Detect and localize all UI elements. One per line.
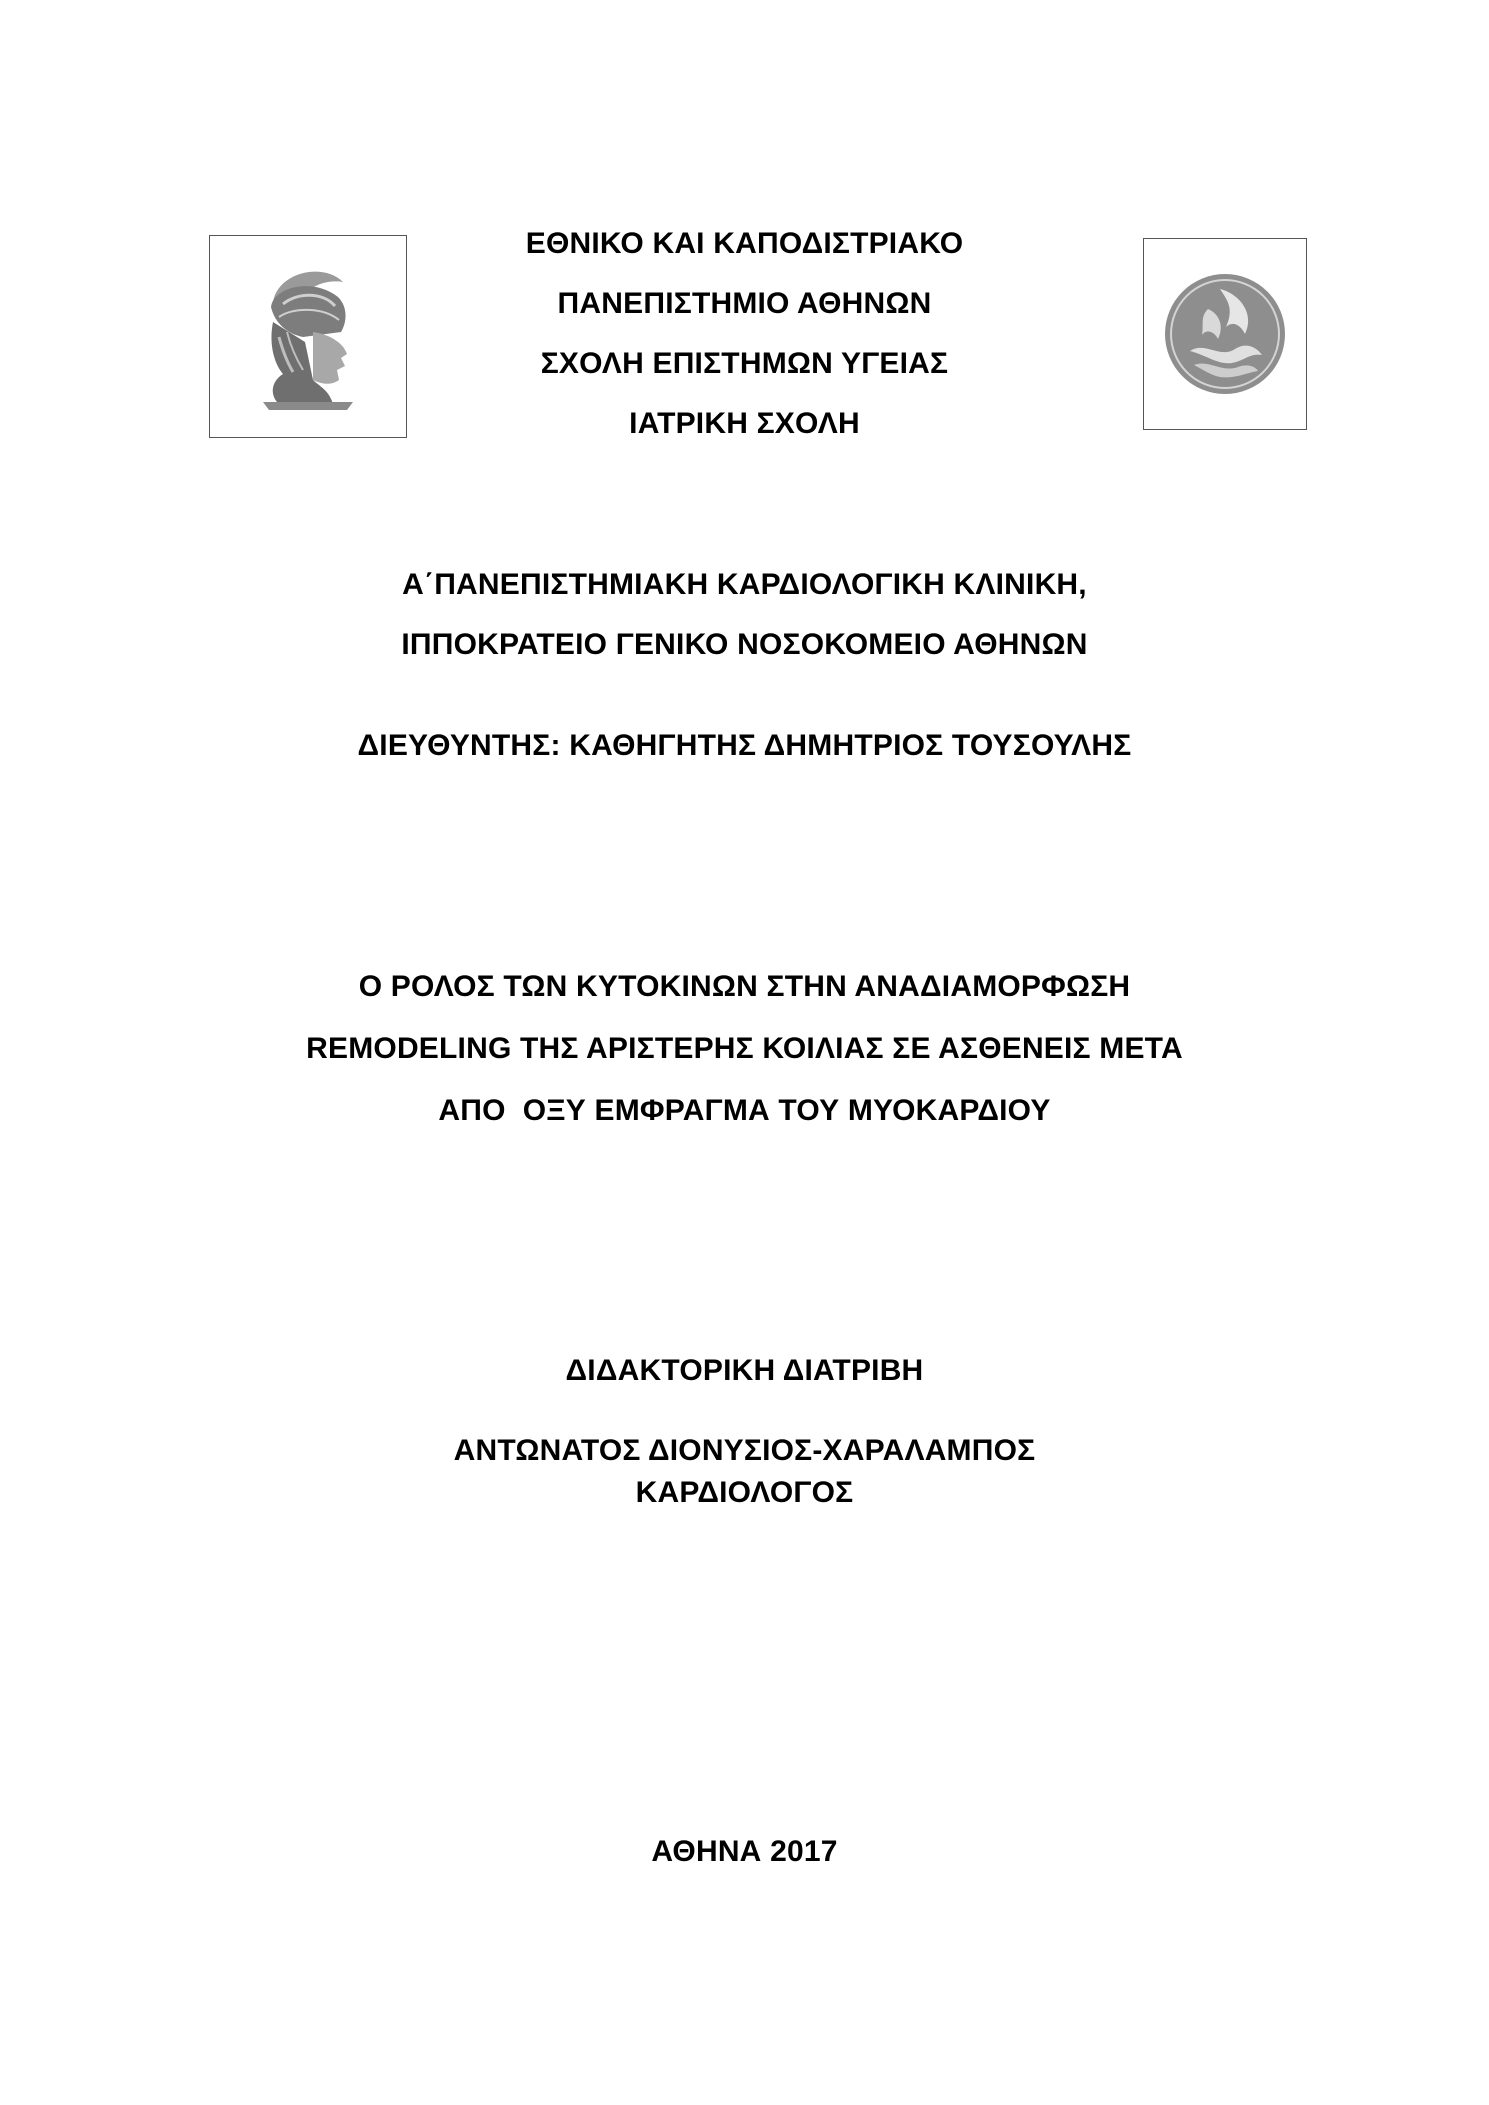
title-line-3: ΑΠΟ ΟΞΥ ΕΜΦΡΑΓΜΑ ΤΟΥ ΜΥΟΚΑΡΔΙΟΥ xyxy=(438,1094,1051,1127)
director-text: ΔΙΕΥΘΥΝΤΗΣ: ΚΑΘΗΓΗΤΗΣ ΔΗΜΗΤΡΙΟΣ ΤΟΥΣΟΥΛΗΣ xyxy=(357,729,1132,762)
author-specialty: ΚΑΡΔΙΟΛΟΓΟΣ xyxy=(635,1476,854,1509)
thesis-type xyxy=(0,1341,1489,1401)
city-year-text: ΑΘΗΝΑ 2017 xyxy=(651,1835,838,1868)
thesis-type-text: ΔΙΔΑΚΤΟΡΙΚΗ ΔΙΑΤΡΙΒΗ xyxy=(565,1354,924,1387)
university-header xyxy=(0,214,1489,454)
faculty-line: ΙΑΤΡΙΚΗ ΣΧΟΛΗ xyxy=(629,407,860,440)
clinic-line-1: Α΄ΠΑΝΕΠΙΣΤΗΜΙΑΚΗ ΚΑΡΔΙΟΛΟΓΙΚΗ ΚΛΙΝΙΚΗ, xyxy=(402,568,1087,601)
author-block xyxy=(0,1430,1489,1514)
clinic-block xyxy=(0,555,1489,675)
clinic-line-2: ΙΠΠΟΚΡΑΤΕΙΟ ΓΕΝΙΚΟ ΝΟΣΟΚΟΜΕΙΟ ΑΘΗΝΩΝ xyxy=(401,628,1088,661)
author-name: ΑΝΤΩΝΑΤΟΣ ΔΙΟΝΥΣΙΟΣ-ΧΑΡΑΛΑΜΠΟΣ xyxy=(453,1434,1036,1467)
director-line xyxy=(0,716,1489,776)
thesis-title xyxy=(0,956,1489,1142)
city-year xyxy=(0,1822,1489,1882)
school-line: ΣΧΟΛΗ ΕΠΙΣΤΗΜΩΝ ΥΓΕΙΑΣ xyxy=(540,347,949,380)
title-line-2: REMODELING ΤΗΣ ΑΡΙΣΤΕΡΗΣ ΚΟΙΛΙΑΣ ΣΕ ΑΣΘΕΝΕΙΣ ΜΕΤΑ xyxy=(306,1032,1183,1065)
university-line-2: ΠΑΝΕΠΙΣΤΗΜΙΟ ΑΘΗΝΩΝ xyxy=(557,287,932,320)
university-line-1: ΕΘΝΙΚΟ ΚΑΙ ΚΑΠΟΔΙΣΤΡΙΑΚΟ xyxy=(525,227,964,260)
title-line-1: Ο ΡΟΛΟΣ ΤΩΝ ΚΥΤΟΚΙΝΩΝ ΣΤΗΝ ΑΝΑΔΙΑΜΟΡΦΩΣΗ xyxy=(358,970,1131,1003)
